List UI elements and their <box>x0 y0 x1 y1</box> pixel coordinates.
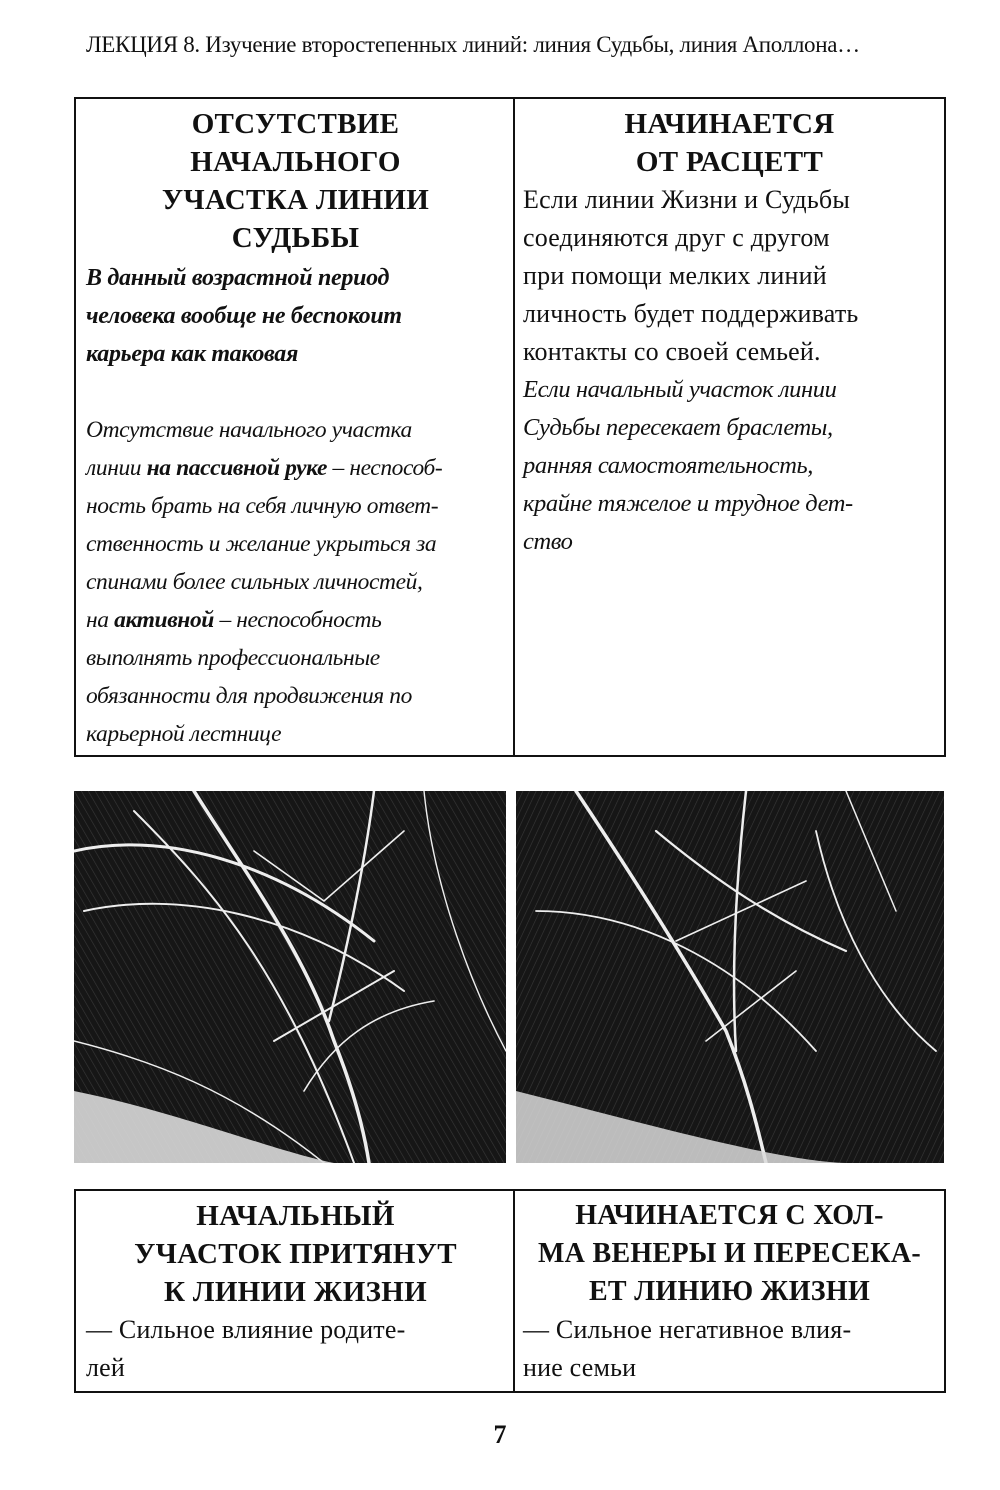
top-left-cell <box>76 99 513 755</box>
text-run: – неспособность <box>213 607 382 633</box>
bottom-right-body <box>523 1311 936 1387</box>
text-line: соединяются друг с другом <box>523 223 830 252</box>
bottom-left-body <box>86 1311 505 1387</box>
text-line <box>86 601 505 639</box>
top-right-cell <box>513 99 944 755</box>
heading-line: К ЛИНИИ ЖИЗНИ <box>164 1276 427 1308</box>
palm-lines-right <box>516 791 944 1163</box>
palm-lines-left <box>74 791 506 1163</box>
top-left-heading <box>86 105 505 257</box>
text-run: на <box>86 607 115 633</box>
heading-line: НАЧАЛЬНЫЙ <box>196 1200 395 1232</box>
text-run: – неспособ- <box>327 455 443 481</box>
text-line: контакты со своей семьей. <box>523 337 821 366</box>
heading-line: НАЧАЛЬНОГО <box>190 146 401 178</box>
text-line: лей <box>86 1353 126 1382</box>
palm-photo-left <box>74 791 506 1163</box>
page-number: 7 <box>493 1420 507 1449</box>
top-table <box>74 97 946 757</box>
palm-photo-right <box>516 791 944 1163</box>
top-right-italic <box>523 371 936 561</box>
bottom-right-heading <box>523 1197 936 1311</box>
text-run: линии <box>86 455 147 481</box>
text-line: Судьбы пересекает браслеты, <box>523 414 833 441</box>
text-line: ство <box>523 528 573 555</box>
text-line: Отсутствие начального участка <box>86 417 412 443</box>
text-line: В данный возрастной период <box>86 265 390 291</box>
running-head: ЛЕКЦИЯ 8. Изучение второстепенных линий: линия Судьбы, линия Аполлона… <box>86 32 860 57</box>
emphasis-passive-hand: на пассивной руке <box>146 455 328 481</box>
heading-line: УЧАСТКА ЛИНИИ <box>161 184 430 216</box>
text-line: ранняя самостоятельность, <box>523 452 814 479</box>
text-line: крайне тяжелое и трудное дет- <box>523 490 853 517</box>
text-line: Если начальный участок линии <box>523 376 837 403</box>
bottom-left-heading <box>86 1197 505 1311</box>
emphasis-active-hand: активной <box>114 607 214 633</box>
text-line: ние семьи <box>523 1353 637 1382</box>
bottom-table <box>74 1189 946 1393</box>
top-right-heading <box>523 105 936 181</box>
heading-line: ЕТ ЛИНИЮ ЖИЗНИ <box>588 1276 871 1307</box>
heading-line: ОТСУТСТВИЕ <box>191 108 400 140</box>
text-line: карьерной лестнице <box>86 721 282 747</box>
heading-line: НАЧИНАЕТСЯ <box>624 108 835 140</box>
text-line: при помощи мелких линий <box>523 261 827 290</box>
bottom-right-cell <box>513 1191 944 1391</box>
heading-line: СУДЬБЫ <box>231 222 360 254</box>
top-left-summary <box>86 259 505 373</box>
text-line: выполнять профессиональные <box>86 645 380 671</box>
text-line: — Сильное негативное влия- <box>523 1315 852 1344</box>
top-left-details <box>86 411 505 753</box>
top-right-body <box>523 181 936 371</box>
text-line: личность будет поддерживать <box>523 299 859 328</box>
text-line <box>86 449 505 487</box>
text-line: ность брать на себя личную ответ- <box>86 493 439 519</box>
text-line: карьера как таковая <box>86 341 299 367</box>
heading-line: УЧАСТОК ПРИТЯНУТ <box>134 1238 457 1270</box>
text-line: ственность и желание укрыться за <box>86 531 437 557</box>
heading-line: НАЧИНАЕТСЯ С ХОЛ- <box>575 1200 884 1231</box>
heading-line: МА ВЕНЕРЫ И ПЕРЕСЕКА- <box>537 1238 922 1269</box>
heading-line: ОТ РАСЦЕТТ <box>635 146 824 178</box>
text-line: — Сильное влияние родите- <box>86 1315 406 1344</box>
text-line: спинами более сильных личностей, <box>86 569 423 595</box>
text-line: человека вообще не беспокоит <box>86 303 402 329</box>
text-line: обязанности для продвижения по <box>86 683 413 709</box>
bottom-left-cell <box>76 1191 513 1391</box>
text-line: Если линии Жизни и Судьбы <box>523 185 851 214</box>
